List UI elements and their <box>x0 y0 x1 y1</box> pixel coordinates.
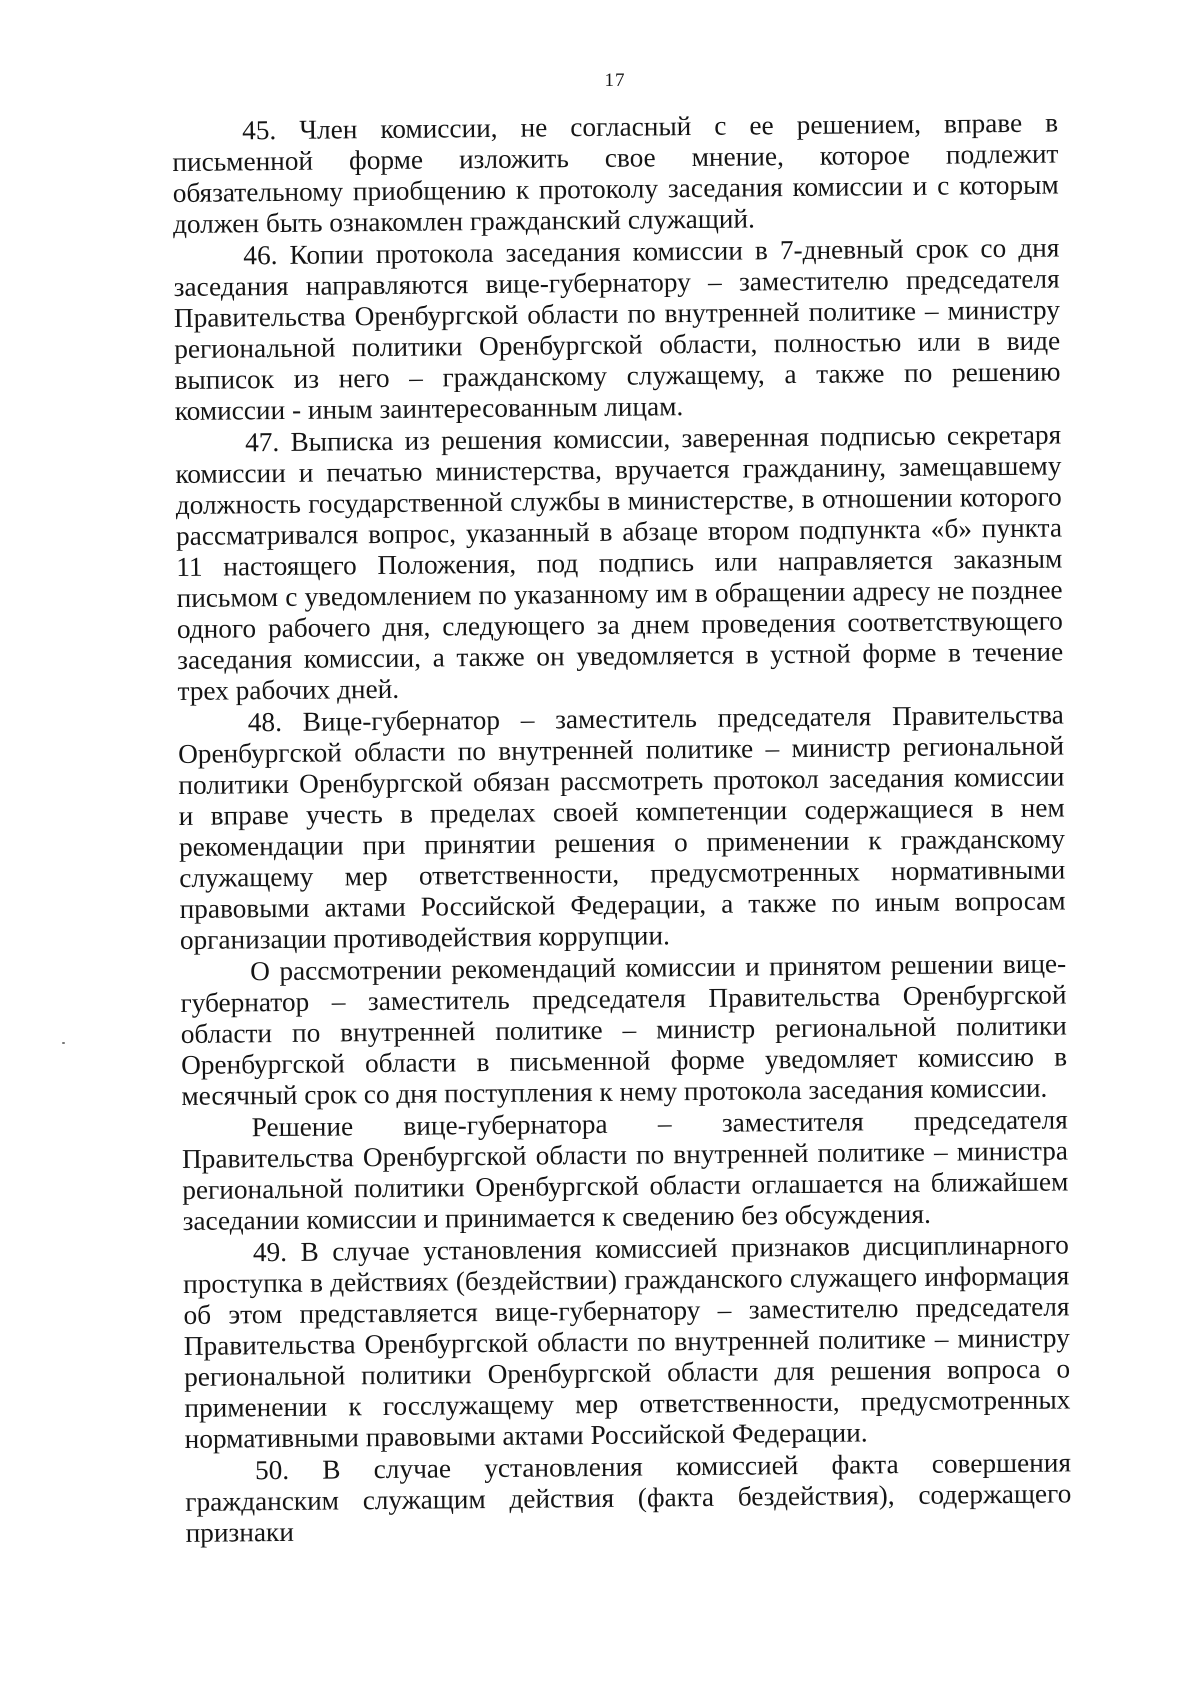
paragraph-45: 45. Член комиссии, не согласный с ее решением, вправе в письменной форме изложить свое мнение, которое подлежит обязательному приобщению к протоколу заседания комиссии и с которым должен быть ознакомлен гражданский служащий. <box>172 107 1059 239</box>
page-number: 17 <box>604 70 626 91</box>
paragraph-48-part-3: Решение вице-губернатора – заместителя председателя Правительства Оренбургской области по внутренней политике – министра региональной политики Оренбургской области оглашается на ближайшем заседании комиссии и принимается к сведению без обсуждения. <box>181 1104 1069 1236</box>
paragraph-48-part-2: О рассмотрении рекомендаций комиссии и принятом решении вице-губернатор – заместитель председателя Правительства Оренбургской области по внутренней политике – министр региональной политики Оренбургской области в письменной форме уведомляет комиссию в месячный срок со дня поступления к нему протокола заседания комиссии. <box>180 948 1068 1111</box>
paragraph-50: 50. В случае установления комиссией факта совершения гражданским служащим действия (факта бездействия), содержащего признаки <box>185 1447 1072 1548</box>
scan-speck <box>62 1042 65 1044</box>
paragraph-49: 49. В случае установления комиссией признаков дисциплинарного проступка в действиях (бездействии) гражданского служащего информация об этом представляется вице-губернатору – заместителю председателя Правительства Оренбургской области по внутренней политике – министру региональной политики Оренбургской области для решения вопроса о применении к госслужащему мер ответственности, предусмотренных нормативными правовыми актами Российской Федерации. <box>183 1229 1071 1454</box>
paragraph-46: 46. Копии протокола заседания комиссии в 7-дневный срок со дня заседания направляются вице-губернатору – заместителю председателя Правительства Оренбургской области по внутренней политике – министру региональной политики Оренбургской области, полностью или в виде выписок из него – гражданскому служащему, а также по решению комиссии - иным заинтересованным лицам. <box>173 232 1061 426</box>
paragraph-47: 47. Выписка из решения комиссии, заверенная подписью секретаря комиссии и печатью министерства, вручается гражданину, замещавшему должность государственной службы в министерстве, в отношении которого рассматривался вопрос, указанный в абзаце втором подпункта «б» пункта 11 настоящего Положения, под подпись или направляется заказным письмом с уведомлением по указанному им в обращении адресу не позднее одного рабочего дня, следующего за днем проведения соответствующего заседания комиссии, а также он уведомляется в устной форме в течение трех рабочих дней. <box>175 419 1064 706</box>
paragraph-48: 48. Вице-губернатор – заместитель председателя Правительства Оренбургской области по внутренней политике – министр региональной политики Оренбургской обязан рассмотреть протокол заседания комиссии и вправе учесть в пределах своей компетенции содержащиеся в нем рекомендации при принятии решения о применении к гражданскому служащему мер ответственности, предусмотренных нормативными правовыми актами Российской Федерации, а также по иным вопросам организации противодействия коррупции. <box>177 699 1066 955</box>
document-body <box>172 107 1072 1549</box>
